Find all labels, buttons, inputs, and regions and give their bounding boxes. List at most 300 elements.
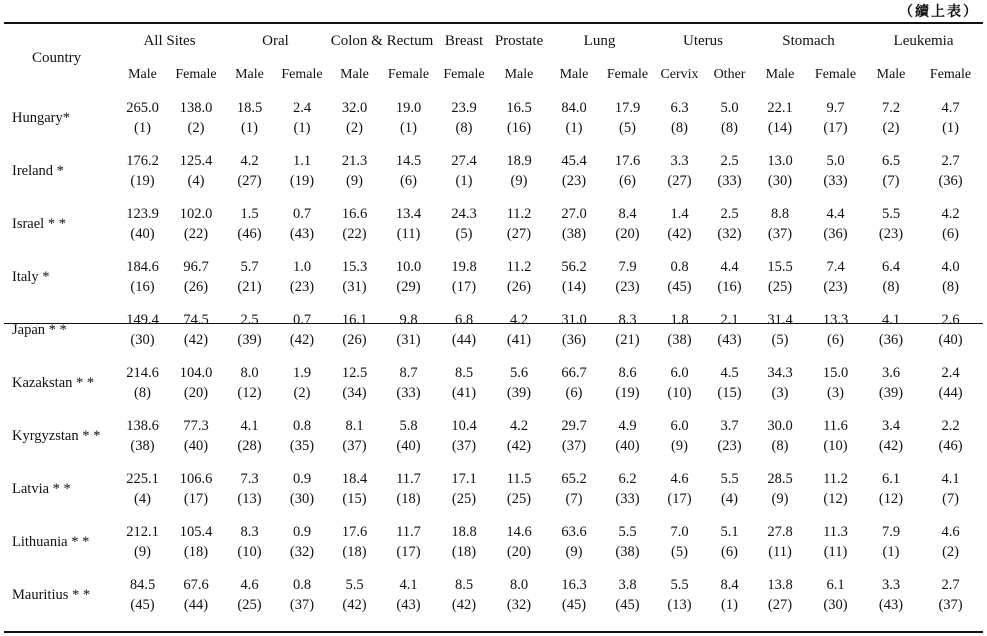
- rank-value: (18): [183, 543, 209, 560]
- rate-value: 123.9: [126, 205, 159, 222]
- rate-value: 4.2: [240, 152, 259, 169]
- data-cell: [169, 197, 223, 250]
- rate-value: 0.8: [292, 576, 312, 593]
- column-group-header: All Sites: [143, 33, 196, 49]
- rate-value: 4.7: [941, 99, 960, 116]
- data-cell: [546, 568, 602, 621]
- rate-value: 0.9: [292, 523, 312, 540]
- data-cell: [276, 356, 328, 409]
- data-cell: [276, 91, 328, 144]
- rank-value: (30): [823, 596, 848, 613]
- data-cell: [436, 356, 492, 409]
- rate-value: 125.4: [179, 152, 213, 169]
- rank-value: (16): [506, 119, 532, 136]
- rate-value: 4.6: [670, 470, 689, 487]
- rate-value: 18.9: [506, 152, 532, 169]
- column-subheader: Male: [235, 66, 264, 82]
- data-cell: [546, 462, 602, 515]
- data-cell: [381, 568, 436, 621]
- data-cell: [116, 91, 169, 144]
- rate-value: 184.6: [126, 258, 159, 275]
- table-row: [4, 91, 983, 144]
- data-cell: [653, 250, 706, 303]
- rank-value: (2): [293, 384, 311, 401]
- rank-value: (30): [767, 172, 793, 189]
- data-cell: [276, 462, 328, 515]
- data-cell: [546, 303, 602, 356]
- data-cell: [381, 250, 436, 303]
- data-cell: [223, 197, 276, 250]
- column-subheader: Male: [876, 66, 906, 82]
- data-cell: [492, 409, 546, 462]
- data-cell: [169, 144, 223, 197]
- rank-value: (46): [938, 437, 963, 454]
- column-group-header: Lung: [583, 33, 616, 49]
- data-cell: [918, 197, 983, 250]
- rank-value: (38): [667, 331, 692, 348]
- country-name: Mauritius * *: [12, 586, 91, 603]
- rate-value: 1.1: [292, 152, 312, 169]
- rank-value: (20): [506, 543, 532, 560]
- rank-value: (36): [938, 172, 963, 189]
- rank-value: (26): [342, 331, 367, 348]
- rank-value: (42): [342, 596, 367, 613]
- table-row: [4, 303, 983, 356]
- rate-value: 0.8: [292, 417, 312, 434]
- table-body: [4, 91, 983, 621]
- rate-value: 5.5: [881, 205, 901, 222]
- table-row: [4, 197, 983, 250]
- rank-value: (6): [721, 543, 738, 560]
- rate-value: 5.5: [618, 523, 637, 540]
- data-cell: [492, 91, 546, 144]
- rate-value: 5.1: [720, 523, 739, 540]
- rate-value: 23.9: [451, 99, 477, 116]
- rank-value: (36): [878, 331, 904, 348]
- data-cell: [223, 303, 276, 356]
- data-cell: [753, 303, 807, 356]
- rank-value: (14): [561, 278, 587, 295]
- rank-value: (17): [451, 278, 477, 295]
- rate-value: 15.0: [822, 364, 849, 381]
- rate-value: 4.0: [941, 258, 960, 275]
- rank-value: (33): [823, 172, 848, 189]
- country-name: Latvia * *: [12, 480, 71, 497]
- data-cell: [807, 197, 864, 250]
- data-cell: [918, 91, 983, 144]
- data-cell: [864, 303, 918, 356]
- column-subheader: Male: [559, 66, 589, 82]
- column-group-header: Colon & Rectum: [330, 33, 434, 49]
- rank-value: (12): [237, 384, 262, 401]
- rate-value: 7.9: [618, 258, 637, 275]
- rate-value: 149.4: [126, 311, 159, 328]
- country-name: Lithuania * *: [12, 533, 90, 550]
- rank-value: (40): [615, 437, 640, 454]
- country-name: Kyrgyzstan * *: [12, 427, 101, 444]
- rate-value: 66.7: [561, 364, 587, 381]
- rank-value: (40): [183, 437, 209, 454]
- rank-value: (28): [237, 437, 262, 454]
- rate-value: 1.9: [292, 364, 312, 381]
- rate-value: 0.7: [292, 205, 312, 222]
- data-cell: [223, 250, 276, 303]
- rank-value: (19): [289, 172, 315, 189]
- rank-value: (1): [241, 119, 258, 136]
- rank-value: (22): [183, 225, 209, 242]
- rank-value: (29): [396, 278, 421, 295]
- rate-value: 2.7: [941, 152, 960, 169]
- data-cell: [753, 250, 807, 303]
- data-cell: [328, 462, 381, 515]
- rank-value: (37): [451, 437, 477, 454]
- rank-value: (30): [289, 490, 315, 507]
- data-cell: [169, 356, 223, 409]
- data-cell: [602, 91, 653, 144]
- data-cell: [492, 197, 546, 250]
- data-cell: [328, 91, 381, 144]
- country-header: Country: [32, 49, 82, 66]
- rate-value: 7.4: [826, 258, 845, 275]
- rank-value: (2): [882, 119, 900, 136]
- column-subheader: Female: [814, 66, 857, 82]
- column-group-header: Prostate: [494, 33, 544, 49]
- rank-value: (8): [455, 119, 473, 136]
- rate-value: 2.2: [941, 417, 960, 434]
- rank-value: (25): [767, 278, 793, 295]
- data-cell: [807, 462, 864, 515]
- data-cell: [436, 91, 492, 144]
- rate-value: 176.2: [126, 152, 159, 169]
- rank-value: (2): [346, 119, 363, 136]
- rank-value: (8): [721, 119, 738, 136]
- rank-value: (17): [183, 490, 209, 507]
- rate-value: 214.6: [126, 364, 159, 381]
- rank-value: (1): [400, 119, 417, 136]
- data-cell: [807, 303, 864, 356]
- rate-value: 8.6: [618, 364, 637, 381]
- rank-value: (20): [183, 384, 209, 401]
- rank-value: (14): [767, 119, 793, 136]
- data-cell: [807, 409, 864, 462]
- data-cell: [328, 568, 381, 621]
- data-cell: [328, 303, 381, 356]
- rank-value: (39): [878, 384, 904, 401]
- rate-value: 4.1: [881, 311, 901, 328]
- rate-value: 2.4: [292, 99, 312, 116]
- rank-value: (30): [130, 331, 155, 348]
- rate-value: 1.0: [292, 258, 312, 275]
- rate-value: 3.4: [881, 417, 901, 434]
- data-cell: [436, 568, 492, 621]
- table-row: [4, 356, 983, 409]
- data-cell: [753, 462, 807, 515]
- rank-value: (42): [183, 331, 209, 348]
- rate-value: 63.6: [561, 523, 587, 540]
- column-subheader: Male: [504, 66, 534, 82]
- data-cell: [602, 303, 653, 356]
- rate-value: 4.4: [720, 258, 739, 275]
- rank-value: (8): [771, 437, 789, 454]
- data-cell: [276, 250, 328, 303]
- rank-value: (15): [717, 384, 742, 401]
- data-cell: [546, 250, 602, 303]
- rank-value: (8): [134, 384, 151, 401]
- rank-value: (8): [942, 278, 959, 295]
- rank-value: (33): [615, 490, 640, 507]
- rate-value: 138.0: [179, 99, 213, 116]
- data-cell: [602, 356, 653, 409]
- rate-value: 16.6: [341, 205, 368, 222]
- rank-value: (9): [671, 437, 688, 454]
- rank-value: (38): [130, 437, 155, 454]
- rank-value: (23): [717, 437, 742, 454]
- data-cell: [706, 303, 753, 356]
- rate-value: 8.7: [399, 364, 418, 381]
- rank-value: (3): [771, 384, 789, 401]
- data-cell: [328, 515, 381, 568]
- data-cell: [864, 409, 918, 462]
- rank-value: (31): [396, 331, 421, 348]
- rate-value: 5.0: [826, 152, 845, 169]
- data-cell: [116, 303, 169, 356]
- data-cell: [918, 462, 983, 515]
- rate-value: 4.2: [509, 417, 529, 434]
- data-cell: [706, 409, 753, 462]
- rate-value: 6.1: [826, 576, 845, 593]
- rank-value: (43): [396, 596, 421, 613]
- data-cell: [864, 91, 918, 144]
- data-cell: [436, 303, 492, 356]
- rank-value: (1): [565, 119, 583, 136]
- rank-value: (34): [342, 384, 367, 401]
- rate-value: 24.3: [451, 205, 477, 222]
- rank-value: (27): [767, 596, 793, 613]
- rank-value: (23): [823, 278, 848, 295]
- rank-value: (1): [293, 119, 311, 136]
- table-row: [4, 462, 983, 515]
- rate-value: 11.3: [823, 523, 848, 540]
- rate-value: 5.5: [670, 576, 689, 593]
- rank-value: (2): [942, 543, 959, 560]
- data-cell: [169, 462, 223, 515]
- rate-value: 21.3: [341, 152, 368, 169]
- rank-value: (22): [342, 225, 367, 242]
- data-cell: [602, 144, 653, 197]
- rank-value: (25): [451, 490, 477, 507]
- data-cell: [328, 356, 381, 409]
- rank-value: (9): [565, 543, 583, 560]
- rank-value: (2): [187, 119, 205, 136]
- data-cell: [807, 356, 864, 409]
- data-cell: [116, 250, 169, 303]
- data-cell: [436, 515, 492, 568]
- table-row: [4, 144, 983, 197]
- rate-value: 2.6: [941, 311, 960, 328]
- data-cell: [381, 303, 436, 356]
- rate-value: 105.4: [179, 523, 213, 540]
- bottom-rule: [4, 631, 983, 633]
- rate-value: 5.7: [240, 258, 259, 275]
- data-cell: [653, 144, 706, 197]
- rank-value: (23): [289, 278, 315, 295]
- rank-value: (13): [667, 596, 692, 613]
- rate-value: 4.9: [618, 417, 637, 434]
- country-name: Israel * *: [12, 215, 66, 232]
- rank-value: (3): [827, 384, 844, 401]
- data-cell: [706, 515, 753, 568]
- rank-value: (36): [561, 331, 587, 348]
- rank-value: (9): [771, 490, 789, 507]
- rank-value: (27): [667, 172, 692, 189]
- data-cell: [276, 515, 328, 568]
- rate-value: 65.2: [561, 470, 587, 487]
- data-cell: [753, 356, 807, 409]
- rate-value: 27.4: [451, 152, 477, 169]
- rank-value: (10): [237, 543, 262, 560]
- rate-value: 16.3: [561, 576, 587, 593]
- data-cell: [116, 356, 169, 409]
- rank-value: (37): [289, 596, 315, 613]
- rate-value: 6.0: [670, 417, 689, 434]
- data-cell: [807, 250, 864, 303]
- rank-value: (33): [396, 384, 421, 401]
- rate-value: 27.0: [561, 205, 587, 222]
- rank-value: (1): [455, 172, 473, 189]
- rate-value: 16.1: [341, 311, 368, 328]
- rate-value: 18.4: [341, 470, 368, 487]
- rate-value: 6.0: [670, 364, 689, 381]
- rank-value: (19): [130, 172, 155, 189]
- data-cell: [653, 568, 706, 621]
- data-cell: [706, 568, 753, 621]
- data-cell: [436, 197, 492, 250]
- rank-value: (19): [615, 384, 640, 401]
- rate-value: 19.8: [451, 258, 477, 275]
- data-cell: [706, 462, 753, 515]
- data-cell: [169, 515, 223, 568]
- data-cell: [276, 197, 328, 250]
- data-cell: [436, 250, 492, 303]
- rank-value: (1): [721, 596, 738, 613]
- column-group-header: Leukemia: [893, 33, 954, 49]
- rate-value: 45.4: [561, 152, 587, 169]
- data-cell: [753, 91, 807, 144]
- rate-value: 18.8: [451, 523, 477, 540]
- rank-value: (40): [130, 225, 155, 242]
- rate-value: 5.6: [509, 364, 529, 381]
- rank-value: (6): [827, 331, 844, 348]
- rate-value: 9.7: [826, 99, 845, 116]
- rank-value: (4): [134, 490, 151, 507]
- rate-value: 3.3: [881, 576, 901, 593]
- data-cell: [807, 91, 864, 144]
- rate-value: 6.8: [454, 311, 474, 328]
- data-cell: [169, 303, 223, 356]
- column-group-header: Uterus: [683, 33, 724, 49]
- rate-value: 17.9: [614, 99, 641, 116]
- rate-value: 9.8: [399, 311, 418, 328]
- rank-value: (41): [451, 384, 477, 401]
- rank-value: (18): [396, 490, 421, 507]
- rank-value: (35): [289, 437, 315, 454]
- rate-value: 2.1: [720, 311, 739, 328]
- rate-value: 5.8: [399, 417, 418, 434]
- country-name: Japan * *: [12, 321, 67, 338]
- data-cell: [223, 144, 276, 197]
- data-cell: [328, 197, 381, 250]
- data-cell: [864, 568, 918, 621]
- column-subheader: Female: [175, 66, 217, 82]
- country-name: Kazakstan * *: [12, 374, 95, 391]
- data-cell: [864, 515, 918, 568]
- rate-value: 19.0: [395, 99, 422, 116]
- rank-value: (37): [767, 225, 793, 242]
- rate-value: 11.6: [823, 417, 848, 434]
- column-subheader: Male: [765, 66, 795, 82]
- data-cell: [381, 462, 436, 515]
- rank-value: (5): [671, 543, 688, 560]
- column-subheader: Female: [929, 66, 972, 82]
- rate-value: 4.2: [941, 205, 960, 222]
- rate-value: 0.8: [670, 258, 689, 275]
- rank-value: (42): [667, 225, 692, 242]
- rank-value: (15): [342, 490, 367, 507]
- rate-value: 3.3: [670, 152, 689, 169]
- rate-value: 1.5: [240, 205, 259, 222]
- rank-value: (1): [134, 119, 151, 136]
- data-cell: [492, 303, 546, 356]
- rank-value: (36): [823, 225, 848, 242]
- data-cell: [807, 568, 864, 621]
- rank-value: (43): [717, 331, 742, 348]
- rate-value: 11.5: [506, 470, 532, 487]
- rank-value: (6): [619, 172, 636, 189]
- data-cell: [276, 303, 328, 356]
- rate-value: 8.3: [618, 311, 637, 328]
- rank-value: (12): [823, 490, 848, 507]
- rank-value: (1): [882, 543, 900, 560]
- rate-value: 2.7: [941, 576, 960, 593]
- rank-value: (44): [938, 384, 963, 401]
- rate-value: 2.4: [941, 364, 960, 381]
- rank-value: (45): [667, 278, 692, 295]
- rank-value: (9): [346, 172, 363, 189]
- table-row: [4, 568, 983, 621]
- data-cell: [653, 303, 706, 356]
- data-cell: [653, 462, 706, 515]
- rank-value: (40): [938, 331, 963, 348]
- data-cell: [653, 91, 706, 144]
- rank-value: (27): [506, 225, 532, 242]
- data-cell: [602, 462, 653, 515]
- data-cell: [546, 197, 602, 250]
- data-cell: [653, 356, 706, 409]
- rank-value: (9): [134, 543, 151, 560]
- rank-value: (8): [882, 278, 900, 295]
- data-cell: [706, 197, 753, 250]
- table-row: [4, 250, 983, 303]
- rate-value: 27.8: [767, 523, 793, 540]
- rank-value: (21): [237, 278, 262, 295]
- rate-value: 0.7: [292, 311, 312, 328]
- rate-value: 30.0: [767, 417, 793, 434]
- rate-value: 17.1: [451, 470, 477, 487]
- column-subheader: Female: [443, 66, 485, 82]
- rank-value: (42): [506, 437, 532, 454]
- column-subheader: Female: [606, 66, 649, 82]
- rank-value: (25): [237, 596, 262, 613]
